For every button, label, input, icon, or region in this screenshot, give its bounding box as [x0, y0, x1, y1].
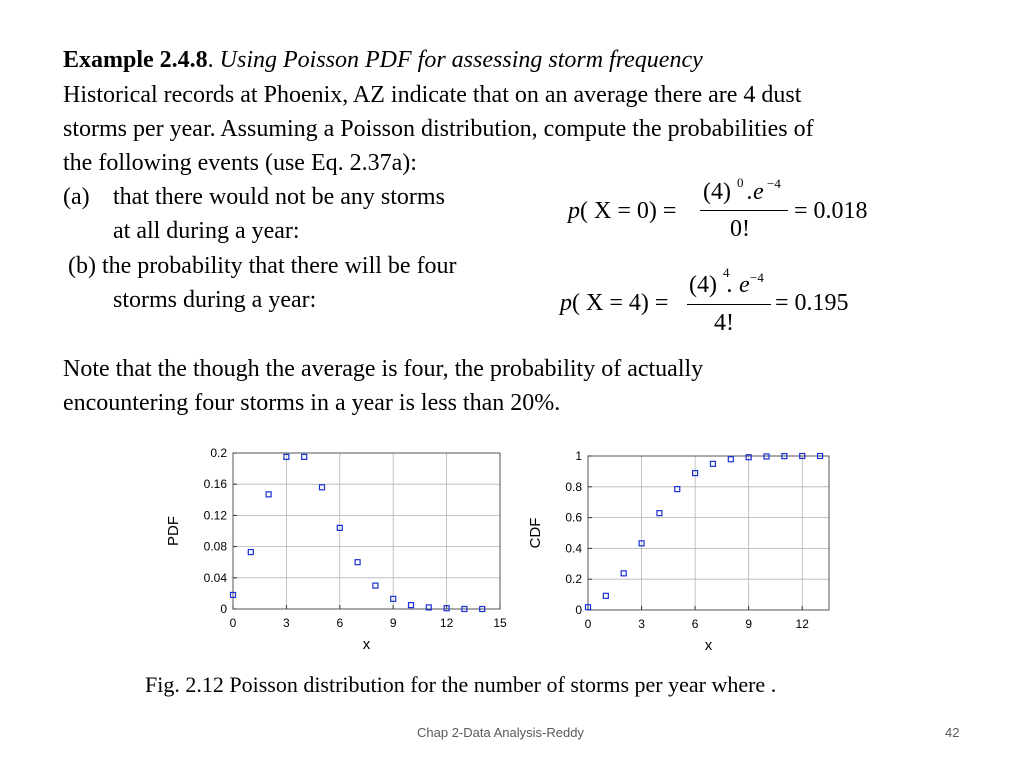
- eq2-args: ( X = 4) =: [572, 290, 669, 316]
- data-point: [355, 560, 360, 565]
- eq2-lhs: [560, 290, 668, 317]
- footer-source: Chap 2-Data Analysis-Reddy: [417, 725, 584, 740]
- eq2-p: p: [560, 290, 572, 316]
- y-tick-label: 0.04: [203, 570, 227, 585]
- y-tick-label: 0: [220, 602, 227, 616]
- figure-caption: Fig. 2.12 Poisson distribution for the number of storms per year where .: [145, 672, 777, 697]
- x-tick-label: 0: [584, 617, 592, 631]
- example-subtitle: Using Poisson PDF for assessing storm frequency: [219, 47, 703, 73]
- item-a-line-1: that there would not be any storms: [113, 184, 445, 210]
- cdf-chart: [515, 440, 845, 665]
- problem-line-1: Historical records at Phoenix, AZ indicate that on an average there are 4 dust: [63, 82, 802, 108]
- y-tick-label: 0.12: [203, 508, 227, 523]
- x-axis-title: x: [704, 637, 713, 654]
- x-tick-label: 9: [745, 617, 753, 631]
- problem-line-2: storms per year. Assuming a Poisson distribution, compute the probabilities of: [63, 116, 814, 142]
- data-point: [373, 583, 378, 588]
- plot-frame: [233, 453, 500, 609]
- y-tick-label: 0.16: [203, 477, 227, 492]
- problem-line-3: the following events (use Eq. 2.37a):: [63, 150, 417, 176]
- data-point: [728, 457, 733, 462]
- y-tick-label: 1: [575, 449, 582, 463]
- eq1-fraction-bar: [700, 210, 788, 211]
- eq1-args: ( X = 0) =: [580, 198, 677, 224]
- eq2-num-exponent: 4: [723, 265, 730, 280]
- x-tick-label: 3: [283, 616, 290, 630]
- eq1-lhs: [568, 198, 676, 225]
- example-number: Example 2.4.8: [63, 47, 208, 73]
- x-tick-label: 12: [795, 617, 809, 631]
- eq1-denominator: 0!: [730, 216, 750, 242]
- data-point: [675, 487, 680, 492]
- note-line-2: encountering four storms in a year is less than 20%.: [63, 390, 561, 416]
- eq2-numerator: (4) . e: [689, 272, 750, 298]
- y-axis-title: CDF: [527, 517, 544, 549]
- item-b-line-1: (b) the probability that there will be four: [68, 253, 457, 279]
- data-point: [603, 593, 608, 598]
- x-axis-title: x: [362, 636, 371, 653]
- eq1-p: p: [568, 198, 580, 224]
- y-tick-label: 0.2: [210, 446, 227, 460]
- eq2-fraction-bar: [687, 304, 771, 305]
- y-tick-label: 0.6: [565, 510, 582, 525]
- item-a-marker: (a): [63, 184, 90, 210]
- data-point: [320, 485, 325, 490]
- eq1-num-exponent: 0: [737, 175, 744, 190]
- x-tick-label: 3: [638, 617, 645, 631]
- y-tick-label: 0: [575, 603, 582, 617]
- example-heading: [63, 43, 703, 77]
- note-line-1: Note that the though the average is four, the probability of actually: [63, 356, 704, 382]
- eq2-result: = 0.195: [775, 290, 849, 316]
- y-tick-label: 0.4: [565, 541, 582, 556]
- y-tick-label: 0.08: [203, 539, 227, 554]
- x-tick-label: 15: [493, 616, 507, 630]
- example-separator: .: [207, 47, 220, 73]
- eq1-result: = 0.018: [794, 198, 868, 224]
- y-axis-title: PDF: [165, 516, 182, 546]
- data-point: [657, 511, 662, 516]
- y-tick-label: 0.2: [565, 572, 582, 587]
- y-tick-label: 0.8: [565, 479, 582, 494]
- x-tick-label: 6: [691, 617, 699, 631]
- x-tick-label: 6: [336, 616, 344, 630]
- x-tick-label: 9: [389, 616, 397, 630]
- data-point: [710, 461, 715, 466]
- data-point: [266, 492, 271, 497]
- x-tick-label: 0: [229, 616, 237, 630]
- item-a-line-2: at all during a year:: [113, 218, 300, 244]
- eq1-e-exponent: −4: [767, 176, 781, 191]
- eq1-numerator: (4) .e: [703, 179, 764, 205]
- eq2-e-exponent: −4: [750, 270, 764, 285]
- plot-frame: [588, 456, 829, 610]
- pdf-chart: [150, 440, 510, 665]
- data-point: [302, 454, 307, 459]
- x-tick-label: 12: [439, 616, 454, 630]
- eq2-denominator: 4!: [714, 310, 734, 336]
- data-point: [409, 603, 414, 608]
- item-b-line-2: storms during a year:: [113, 287, 317, 313]
- data-point: [248, 550, 253, 555]
- page-number: 42: [945, 725, 960, 740]
- data-point: [621, 571, 626, 576]
